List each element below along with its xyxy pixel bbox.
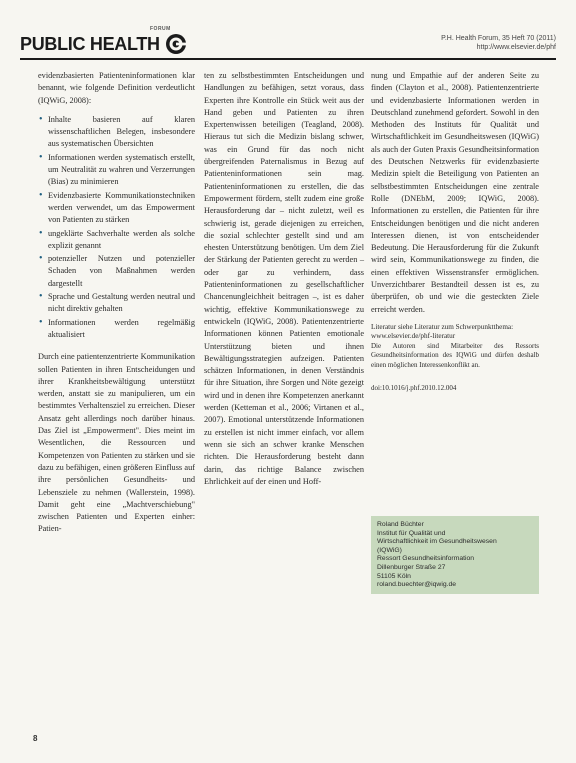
page-number: 8 xyxy=(33,734,38,743)
body-paragraph: Durch eine patientenzentrierte Kommunikation sollen Patienten in ihren Entscheidungen und ihrer Krankheitsbewältigung unterstützt werden, anstatt sie zu manipulieren, um ein bestimmtes Verhaltensziel zu erreichen. Dieser Ansatz geht allerdings noch darüber hinaus. Das Ziel ist „Empowerment". Dies meint im Wesentlichen, die Ressourcen und Kompetenzen von Patienten zu stärken und sie dazu zu befähigen, einen größeren Einfluss auf ihre persönlichen Gesundheits- und Lebensziele zu nehmen (Wallerstein, 1998). Damit geht eine „Machtverschiebung" zwischen Patienten und Experten einher: Patien- xyxy=(38,352,195,534)
contact-line: Ressort Gesundheitsinformation xyxy=(377,555,475,563)
header-rule xyxy=(20,58,556,60)
contact-email[interactable]: roland.buechter@iqwig.de xyxy=(377,581,457,589)
column-1 xyxy=(38,70,195,543)
column-3 xyxy=(371,70,539,395)
list-item: • potenzieller Nutzen und potenzieller Schaden von Maßnahmen werden dargestellt xyxy=(48,253,195,290)
list-item: • Informationen werden systematisch erstellt, um Neutralität zu wahren und Verzerrungen (Bias) zu minimieren xyxy=(48,152,195,189)
contact-line: Dillenburger Straße 27 xyxy=(377,563,446,571)
list-item: • Inhalte basieren auf klaren wissenschaftlichen Belegen, insbesondere aus systematischen Übersichten xyxy=(48,114,195,151)
body-paragraph: ten zu selbstbestimmten Entscheidungen und Handlungen zu befähigen, setzt voraus, dass Experten ihre Kontrolle ein Stück weit aus der Hand geben und Patienten zu ihren Expertenwissen beteiligen (Teagland, 2008). Hieraus tut sich die Medizin bislang schwer, was ein Grund für das noch nicht übergreifenden Paternalismus in Bezug auf Patienteninformationen sein mag. Patienteninformationen zu erstellen, die das Empowerment fördern, stellt zudem eine große Herausforderung dar – nicht zuletzt, weil es schwierig ist, gerade diejenigen zu erreichen, die sozial schlechter gestellt sind und am ehesten Unterstützung benötigen. Um dem Ziel der Stärkung der Patienten gerecht zu werden – oder gar zu verhindern, dass Patienteninformationen zu gesellschaftlicher Chancenungleichheit beitragen –, ist es daher wichtig, effektive Kommunikationswege zu entwickeln (IQWiG, 2008). Patientenzentrierte Informationen können Patienten emotionale Unterstützung bieten und ihnen Bewältigungsstrategien aufzeigen. Patienten schätzen Informationen, in denen Verständnis für ihre Situation, ihre Sorgen und Nöte gezeigt wird und in denen ihre Kompetenzen anerkannt werden (Ketteman et al., 2006; Virtanen et al., 2007). Emotional unterstützende Informationen zu erstellen ist nicht immer einfach, vor allem wenn sie sich an schwer kranke Menschen richten. Die Herausforderung besteht dann darin, das richtige Balance zwischen Ehrlichkeit auf der einen und Hoff- xyxy=(204,71,364,486)
journal-reference xyxy=(441,34,556,52)
contact-line: Wirtschaftlichkeit im Gesundheitswesen xyxy=(377,538,497,546)
journal-citation: P.H. Health Forum, 35 Heft 70 (2011) xyxy=(441,35,556,42)
journal-brand: PUBLIC HEALTH xyxy=(20,34,160,54)
doi-line: doi:10.1016/j.phf.2010.12.004 xyxy=(371,384,457,393)
body-paragraph: nung und Empathie auf der anderen Seite zu finden (Clayton et al., 2008). Patientenzentrierte und evidenzbasierte Informationen werden in Deutschland zunehmend gefordert. Sowohl in den Methoden des Instituts für Qualität und Wirtschaftlichkeit im Gesundheitswesen (IQWiG) als auch der Guten Praxis Gesundheitsinformation des Deutschen Netzwerks für evidenzbasierte Medizin spielt die Beteiligung von Patienten an selbstbestimmten Entscheidungen eine zentrale Rolle (DNEbM, 2009; IQWiG, 2008). Informationen zu erstellen, die Patienten für ihre Entscheidungen benötigen und die nicht anderen Interessen dienen, ist von entscheidender Bedeutung. Die Herausforderung für die Zukunft wird sein, Kommunikationswege zu finden, die einen effektiven Wissenstransfer ermöglichen. Unverzichtbarer Bestandteil dessen ist es, zu überprüfen, ob und wie die gesteckten Ziele erreicht werden. xyxy=(371,71,539,314)
list-item: • Sprache und Gestaltung werden neutral und nicht direktiv gehalten xyxy=(48,291,195,316)
criteria-list xyxy=(38,114,195,341)
contact-box xyxy=(371,516,539,594)
brand-small-label: FORUM xyxy=(150,26,171,32)
intro-paragraph: evidenzbasierten Patienteninformationen klar benannt, wie folgende Definition verdeutlicht (IQWiG, 2008): xyxy=(38,71,195,105)
list-item: • Informationen werden regelmäßig aktualisiert xyxy=(48,317,195,342)
journal-url: http://www.elsevier.de/phf xyxy=(476,44,556,51)
literature-link[interactable]: www.elsevier.de/phf-literatur xyxy=(371,332,456,341)
journal-logo-icon xyxy=(165,33,187,55)
page-header xyxy=(0,0,576,62)
conflict-note: Die Autoren sind Mitarbeiter des Ressorts Gesundheitsinformation des IQWiG und dürfen deshalb einen möglichen Interessenkonflikt an. xyxy=(371,341,539,369)
contact-line: Institut für Qualität und xyxy=(377,529,446,537)
contact-line: (IQWiG) xyxy=(377,546,402,554)
contact-name: Roland Büchter xyxy=(377,521,424,528)
list-item: • ungeklärte Sachverhalte werden als solche explizit genannt xyxy=(48,228,195,253)
literature-label: Literatur siehe Literatur zum Schwerpunktthema: xyxy=(371,322,514,331)
column-2 xyxy=(204,70,364,495)
list-item: • Evidenzbasierte Kommunikationstechniken werden verwendet, um das Empowerment von Patienten zu stärken xyxy=(48,190,195,227)
contact-line: 51105 Köln xyxy=(377,572,411,580)
literature-note xyxy=(371,323,539,342)
